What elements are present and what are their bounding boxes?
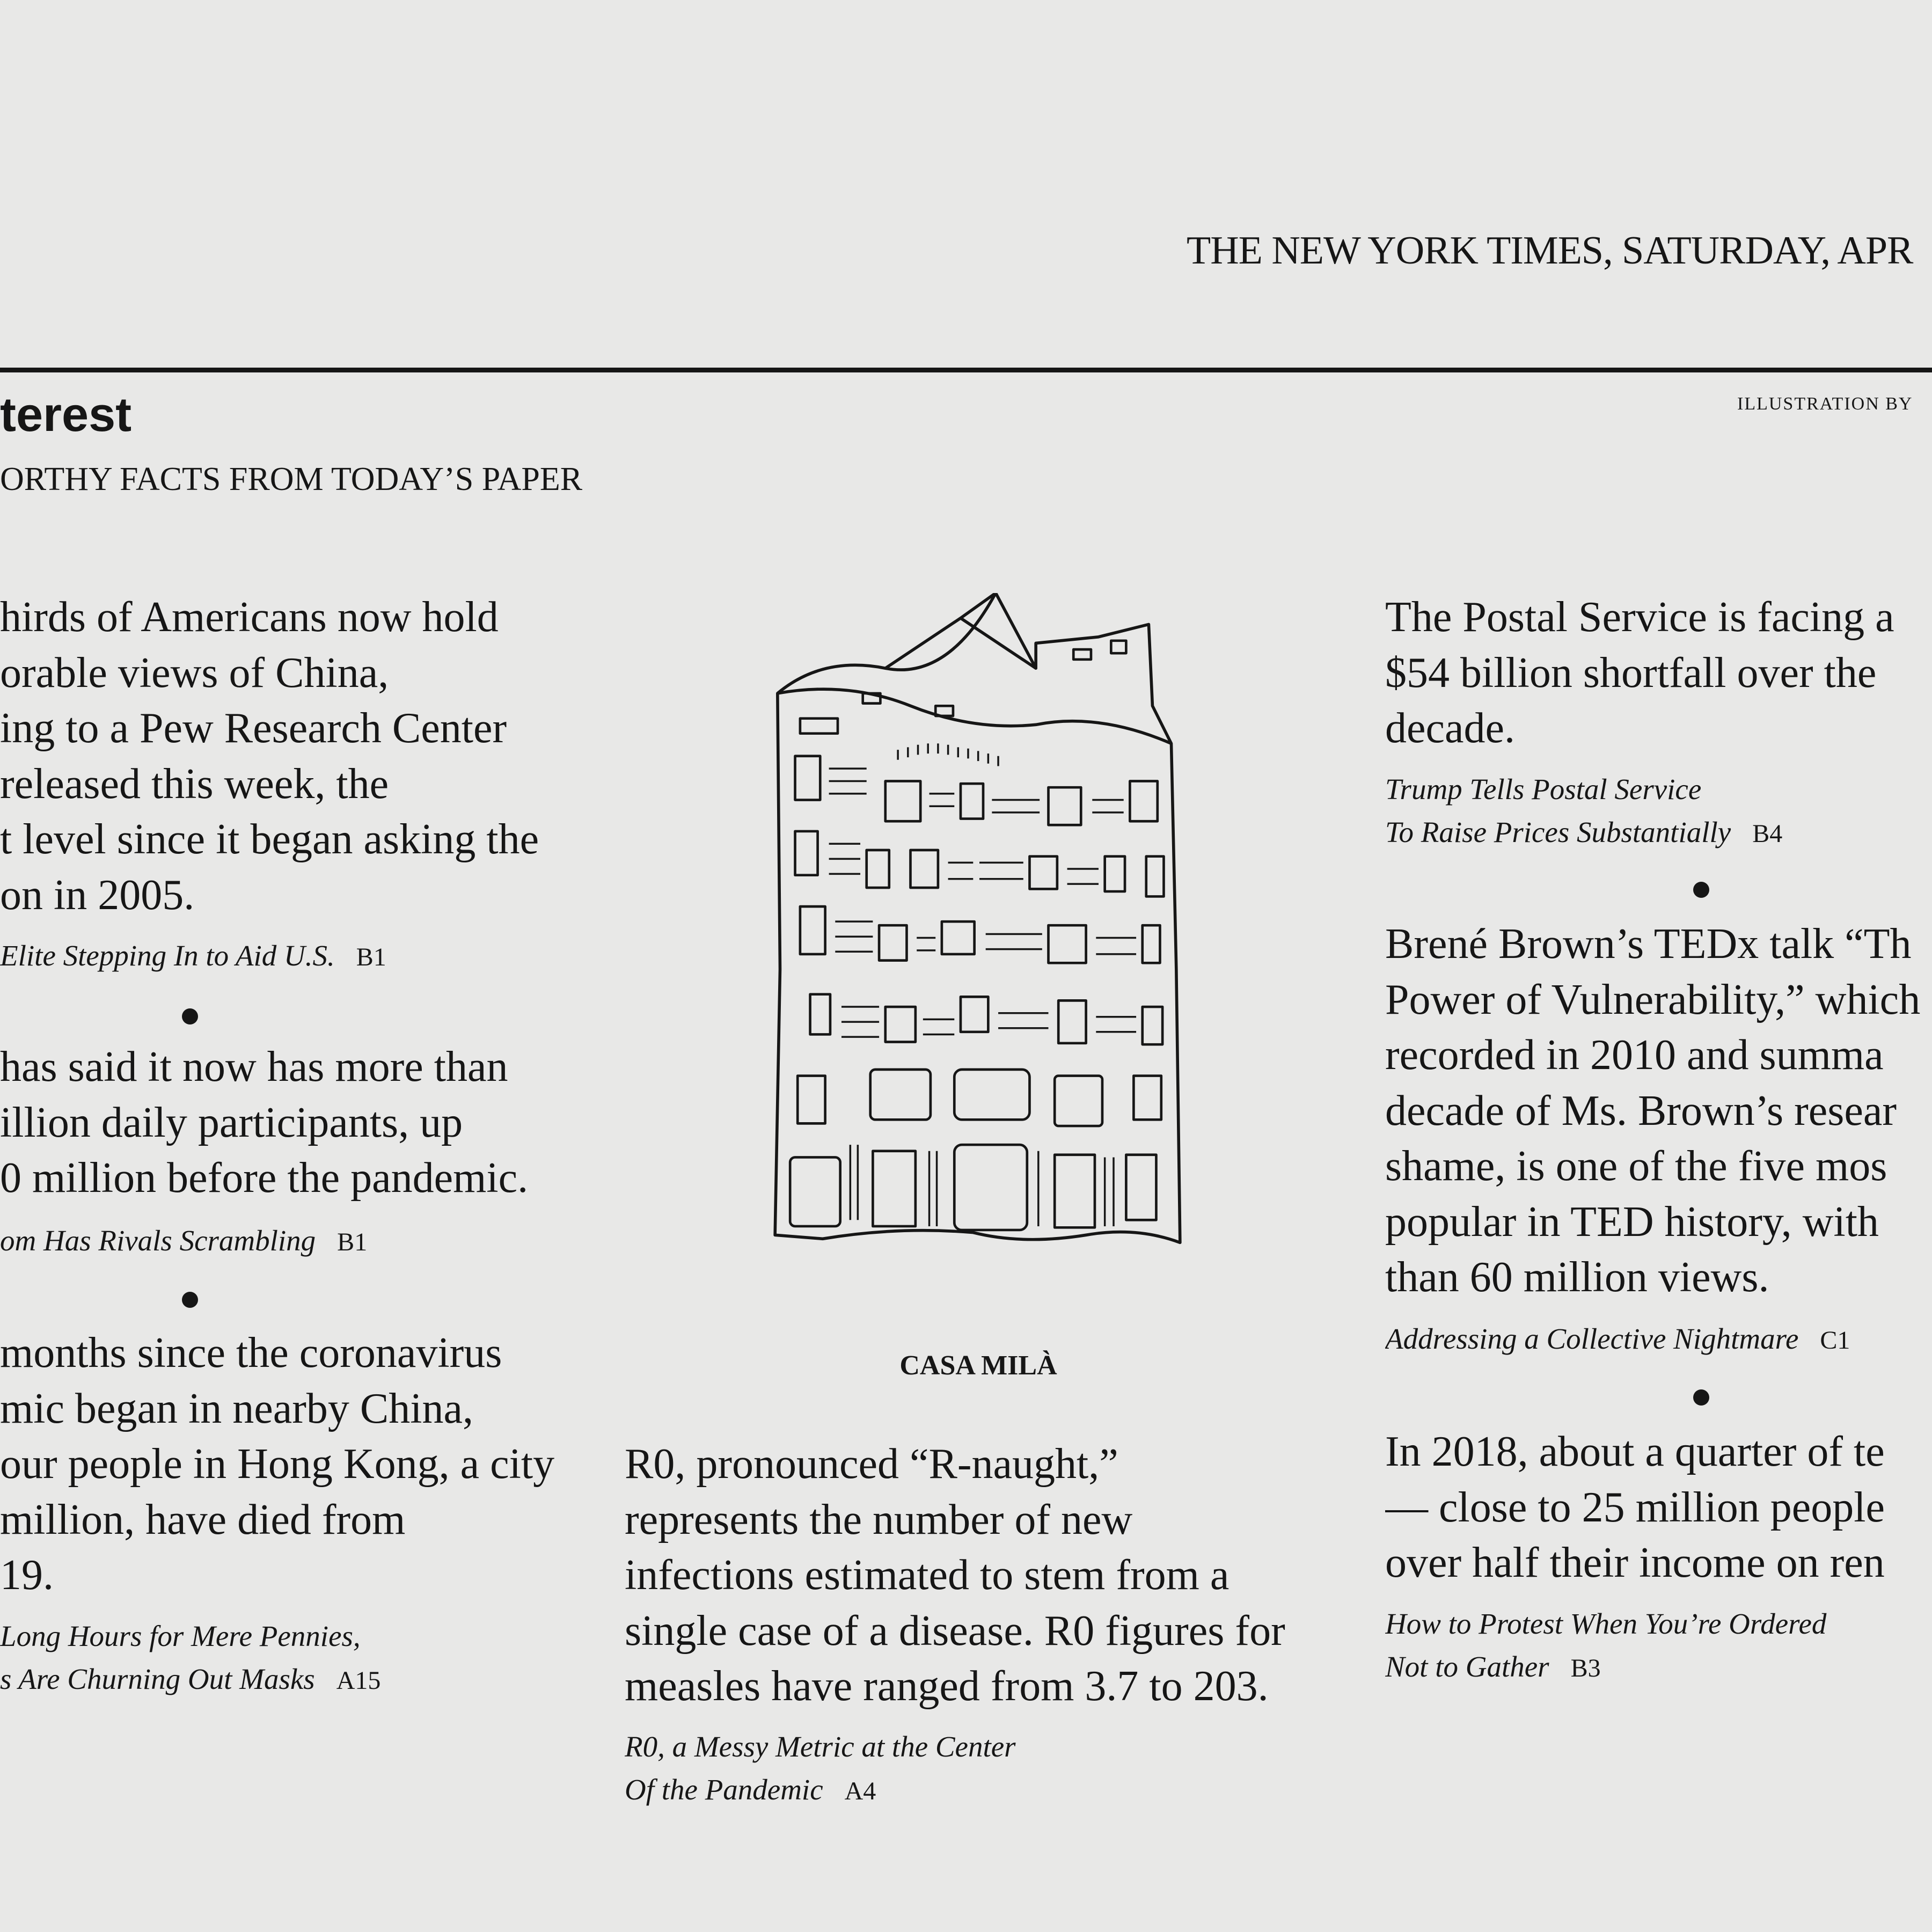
page-reference: A4 [844, 1777, 876, 1805]
text-line [0, 1219, 606, 1264]
line-text: To Raise Prices Substantially [1385, 816, 1731, 848]
line-text: Power of Vulnerability,” which [1385, 976, 1921, 1023]
text-line [0, 868, 606, 924]
line-text: R0, pronounced “R-naught,” [625, 1440, 1118, 1488]
fact-text [0, 1040, 606, 1206]
text-line [0, 1615, 606, 1658]
line-text: infections estimated to stem from a [625, 1552, 1230, 1599]
text-line [1385, 1084, 1932, 1139]
fact-text [1385, 590, 1932, 757]
line-text: our people in Hong Kong, a city [0, 1440, 555, 1488]
text-line [0, 1548, 606, 1604]
text-line [0, 757, 606, 813]
line-text: shame, is one of the five mos [1385, 1143, 1887, 1190]
fact-text [0, 1326, 606, 1604]
line-text: om Has Rivals Scrambling [0, 1224, 316, 1257]
fact-text [0, 590, 606, 923]
bullet-separator [1693, 1389, 1709, 1406]
line-text: illion daily participants, up [0, 1099, 463, 1146]
text-line [0, 1658, 606, 1702]
text-line [0, 701, 606, 757]
bullet-separator [182, 1008, 198, 1024]
page-reference: B1 [337, 1228, 368, 1256]
line-text: mic began in nearby China, [0, 1385, 473, 1432]
text-line [625, 1768, 1376, 1813]
line-text: 19. [0, 1552, 54, 1599]
line-text: In 2018, about a quarter of te [1385, 1428, 1885, 1475]
text-line [0, 1151, 606, 1206]
line-text: Not to Gather [1385, 1650, 1549, 1683]
line-text: than 60 million views. [1385, 1254, 1769, 1301]
fact-credit [0, 1615, 606, 1702]
page-reference: C1 [1820, 1326, 1850, 1355]
text-line [1385, 1028, 1932, 1084]
fact-credit [1385, 768, 1932, 855]
fact-text [625, 1437, 1376, 1715]
line-text: Trump Tells Postal Service [1385, 773, 1702, 806]
text-line [1385, 1318, 1932, 1362]
text-line [625, 1548, 1376, 1604]
text-line [0, 812, 606, 868]
text-line [625, 1437, 1376, 1492]
fact-credit [1385, 1318, 1932, 1362]
page-reference: B1 [356, 943, 386, 971]
text-line [0, 1095, 606, 1151]
line-text: months since the coronavirus [0, 1329, 502, 1377]
line-text: Addressing a Collective Nightmare [1385, 1322, 1799, 1355]
text-line [1385, 1645, 1932, 1690]
text-line [1385, 1535, 1932, 1591]
line-text: Long Hours for Mere Pennies, [0, 1620, 361, 1652]
line-text: hirds of Americans now hold [0, 594, 499, 641]
section-title: terest [0, 388, 132, 442]
line-text: The Postal Service is facing a [1385, 594, 1894, 641]
text-line [0, 1326, 606, 1381]
text-line [0, 934, 606, 979]
text-line [0, 1381, 606, 1437]
masthead: THE NEW YORK TIMES, SATURDAY, APR [1187, 229, 1913, 273]
line-text: recorded in 2010 and summa [1385, 1031, 1884, 1079]
text-line [1385, 646, 1932, 701]
text-line [625, 1659, 1376, 1715]
section-kicker: ORTHY FACTS FROM TODAY’S PAPER [0, 461, 583, 497]
illustration-credit: ILLUSTRATION BY [1737, 394, 1913, 414]
line-text: measles have ranged from 3.7 to 203. [625, 1663, 1269, 1710]
line-text: — close to 25 million people [1385, 1483, 1885, 1531]
line-text: has said it now has more than [0, 1043, 508, 1091]
line-text: s Are Churning Out Masks [0, 1663, 315, 1695]
section-rule [0, 368, 1932, 372]
line-text: released this week, the [0, 760, 389, 808]
text-line [0, 1437, 606, 1492]
fact-text [1385, 917, 1932, 1306]
text-line [625, 1492, 1376, 1548]
page-reference: B3 [1570, 1654, 1601, 1682]
line-text: million, have died from [0, 1496, 406, 1543]
text-line [1385, 768, 1932, 811]
line-text: $54 billion shortfall over the [1385, 649, 1877, 697]
text-line [1385, 590, 1932, 646]
line-text: ing to a Pew Research Center [0, 705, 507, 752]
fact-credit [625, 1725, 1376, 1813]
text-line [0, 590, 606, 646]
text-line [0, 646, 606, 701]
text-line [1385, 1424, 1932, 1480]
bullet-separator [1693, 882, 1709, 898]
casa-mila-illustration [767, 593, 1191, 1245]
line-text: single case of a disease. R0 figures for [625, 1607, 1285, 1655]
fact-credit [1385, 1602, 1932, 1690]
fact-credit [0, 1219, 606, 1264]
text-line [1385, 1480, 1932, 1536]
text-line [0, 1492, 606, 1548]
text-line [1385, 972, 1932, 1028]
bullet-separator [182, 1292, 198, 1308]
line-text: Of the Pandemic [625, 1773, 823, 1806]
text-line [1385, 1602, 1932, 1645]
line-text: decade of Ms. Brown’s resear [1385, 1087, 1897, 1135]
text-line [1385, 1195, 1932, 1250]
text-line [1385, 917, 1932, 972]
line-text: orable views of China, [0, 649, 389, 697]
text-line [625, 1604, 1376, 1659]
text-line [1385, 1139, 1932, 1195]
line-text: Brené Brown’s TEDx talk “Th [1385, 920, 1912, 968]
text-line [1385, 811, 1932, 855]
line-text: How to Protest When You’re Ordered [1385, 1607, 1827, 1640]
line-text: 0 million before the pandemic. [0, 1154, 529, 1202]
line-text: R0, a Messy Metric at the Center [625, 1730, 1016, 1763]
text-line [625, 1725, 1376, 1768]
fact-credit [0, 934, 606, 979]
line-text: over half their income on ren [1385, 1539, 1885, 1586]
text-line [0, 1040, 606, 1095]
line-text: represents the number of new [625, 1496, 1133, 1543]
line-text: on in 2005. [0, 871, 195, 919]
text-line [1385, 701, 1932, 757]
line-text: Elite Stepping In to Aid U.S. [0, 939, 335, 972]
fact-text [1385, 1424, 1932, 1591]
text-line [1385, 1250, 1932, 1306]
page-reference: A15 [336, 1666, 381, 1695]
page-reference: B4 [1752, 819, 1783, 848]
line-text: decade. [1385, 705, 1516, 752]
illustration-caption: CASA MILÀ [899, 1350, 1057, 1381]
line-text: popular in TED history, with [1385, 1198, 1879, 1246]
line-text: t level since it began asking the [0, 816, 539, 863]
